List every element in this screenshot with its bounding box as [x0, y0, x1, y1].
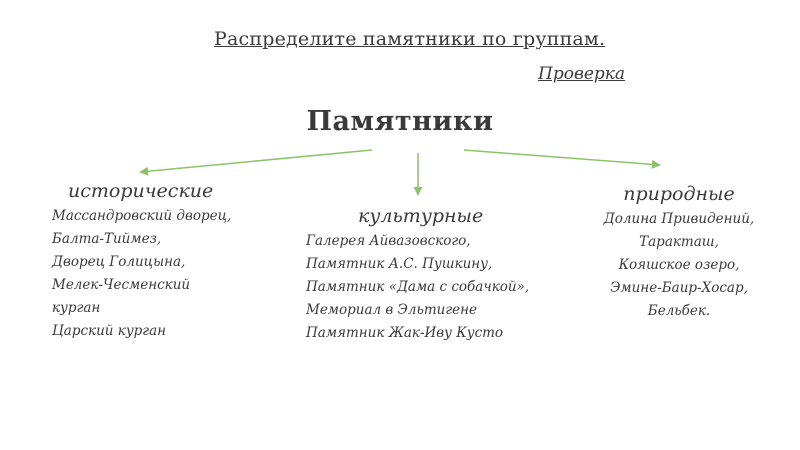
- list-item: Таракташ,: [639, 234, 719, 250]
- group-list: [306, 230, 546, 345]
- group-historical: [52, 180, 252, 343]
- list-item: Кояшское озеро,: [618, 257, 740, 273]
- list-item: Царский курган: [52, 323, 167, 339]
- list-item: Мелек-Чесменский: [52, 277, 191, 293]
- list-item: Памятник «Дама с собачкой»,: [306, 279, 530, 295]
- arrow-right: [464, 150, 660, 165]
- list-item: курган: [52, 300, 101, 316]
- list-item: Бельбек.: [647, 303, 711, 319]
- list-item: Памятник Жак-Иву Кусто: [306, 325, 504, 341]
- group-heading: природные: [623, 183, 735, 205]
- list-item: Памятник А.С. Пушкину,: [306, 256, 493, 272]
- slide-title: Распределите памятники по группам.: [214, 28, 606, 50]
- root-node: Памятники: [306, 106, 494, 137]
- group-list: [590, 208, 768, 323]
- list-item: Галерея Айвазовского,: [306, 233, 471, 249]
- list-item: Эмине-Баир-Хосар,: [610, 280, 748, 296]
- list-item: Балта-Тиймез,: [52, 231, 162, 247]
- arrow-left: [140, 150, 372, 172]
- group-cultural: [306, 205, 546, 345]
- group-list: [52, 205, 252, 343]
- list-item: Мемориал в Эльтигене: [306, 302, 478, 318]
- group-heading: культурные: [358, 205, 484, 227]
- list-item: Массандровский дворец,: [52, 208, 232, 224]
- list-item: Дворец Голицына,: [52, 254, 186, 270]
- group-natural: [590, 183, 768, 323]
- group-heading: исторические: [68, 180, 214, 202]
- check-link[interactable]: Проверка: [538, 64, 626, 84]
- list-item: Долина Привидений,: [603, 211, 755, 227]
